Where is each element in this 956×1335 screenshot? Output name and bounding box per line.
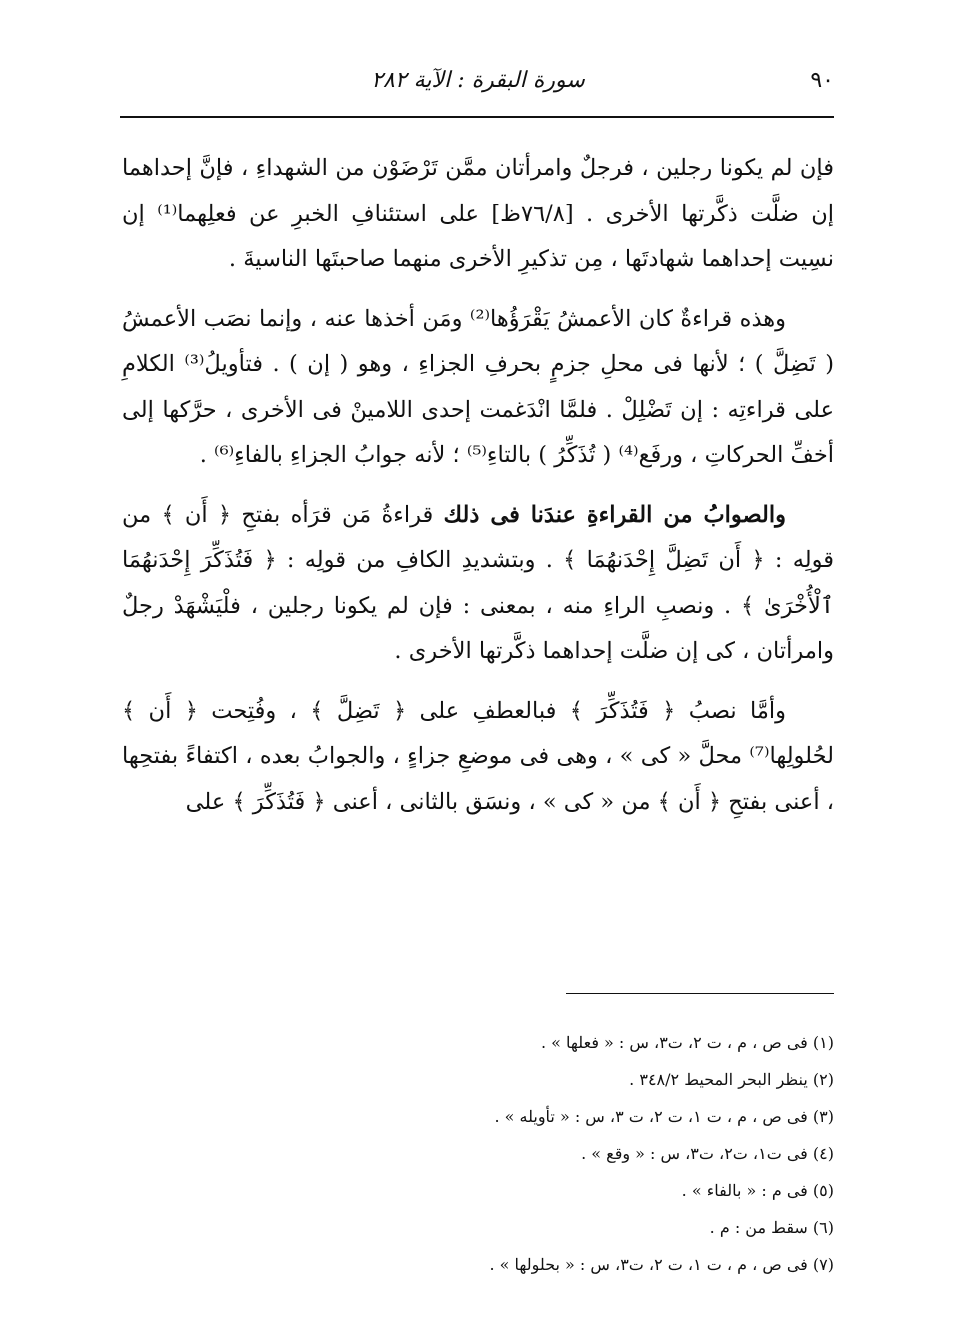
footnote-6: (٦) سقط من : م .	[709, 1218, 834, 1237]
header-rule	[120, 116, 834, 118]
paragraph-text: فإن لم يكونا رجلين ، فرجلٌ وامرأتان ممَّن تَرْضَوْن من الشهداءِ ، فإنَّ إحداهما إن ضلَّت ذكَّرتها الأخرى . [٧٦/٨ظ] على استئنافِ الخبرِ عن فعلِهما⁽¹⁾ إن نسِيت إحداهما شهادتَها ، مِن تذكيرِ الأخرى منهما صاحبتَها الناسيةَ .	[122, 155, 835, 272]
paragraph-1	[122, 146, 834, 283]
footnote-7: (٧) فى ص ، م ، ت ١، ت ٢، ت٣، س : « بحلولها » .	[489, 1255, 834, 1274]
footnote-3: (٣) فى ص ، م ، ت ١، ت ٢، ت ٣، س : « تأويله » .	[494, 1107, 834, 1126]
paragraph-text: وأمَّا نصبُ ﴿ فَتُذَكِّرَ ﴾ فبالعطفِ على ﴿ تَضِلَّ ﴾ ، وفُتِحت ﴿ أَن ﴾ لحُلولِها⁽⁷⁾ محلَّ « كى » ، وهى فى موضعِ جزاءٍ ، والجوابُ بعده ، اكتفاءً بفتحِها ، أعنى بفتحِ ﴿ أَن ﴾ من « كى » ، ونسَق بالثانى ، أعنى ﴿ فَتُذَكِّرَ ﴾ على	[122, 697, 834, 815]
running-title: سورة البقرة : الآية ٢٨٢	[371, 68, 585, 93]
paragraph-text: قراءةُ مَن قرَأه بفتحِ ﴿ أَن ﴾ من قولِه : ﴿ أَن تَضِلَّ إِحْدَنهُمَا ﴾ . وبتشديدِ الكافِ من قولِه : ﴿ فَتُذَكِّرَ إِحْدَنهُمَا ٱلْأُخْرَىٰ ﴾ . ونصبِ الراءِ منه ، بمعنى : فإن لم يكونا رجلين ، فلْيَشْهَدْ رجلٌ وامرأتان ، كى إن ضلَّت إحداهما ذكَّرتها الأخرى .	[122, 501, 834, 664]
main-text	[122, 146, 834, 839]
page-number: ٩٠	[810, 68, 834, 93]
footnotes	[122, 1024, 834, 1283]
footnote-1: (١) فى ص ، م ، ت ٢، ت٣، س : « فعلها » .	[541, 1033, 834, 1052]
footnote-5: (٥) فى م : « بالفاء » .	[681, 1181, 834, 1200]
footnote-rule	[566, 993, 834, 994]
paragraph-4	[122, 689, 834, 826]
paragraph-3	[122, 493, 834, 675]
footnote-2: (٢) ينظر البحر المحيط ٣٤٨/٢ .	[629, 1070, 834, 1089]
paragraph-lead: والصوابُ من القراءةِ عندَنا فى ذلك	[443, 501, 786, 528]
paragraph-text: وهذه قراءةٌ كان الأعمشُ يَقْرَؤُها⁽²⁾ ومَن أخذها عنه ، وإنما نصَب الأعمشُ ( تَضِلَّ ) ؛ لأنها فى محلِ جزمٍ بحرفِ الجزاءِ ، وهو ( إن ) . فتأويلُ⁽³⁾ الكلامِ على قراءتِه : إن تَضْلِلْ . فلمَّا انْدَغمت إحدى اللامينْ فى الأخرى ، حرَّكها إلى أخفِّ الحركاتِ ، ورفَع⁽⁴⁾ ( تُذَكِّرُ ) بالتاءِ⁽⁵⁾ ؛ لأنه جوابُ الجزاءِ بالفاءِ⁽⁶⁾ .	[122, 305, 834, 468]
footnote-4: (٤) فى ت١، ت٢، ت٣، س : « وقع » .	[581, 1144, 834, 1163]
paragraph-2	[122, 297, 834, 479]
page-header	[122, 64, 834, 100]
